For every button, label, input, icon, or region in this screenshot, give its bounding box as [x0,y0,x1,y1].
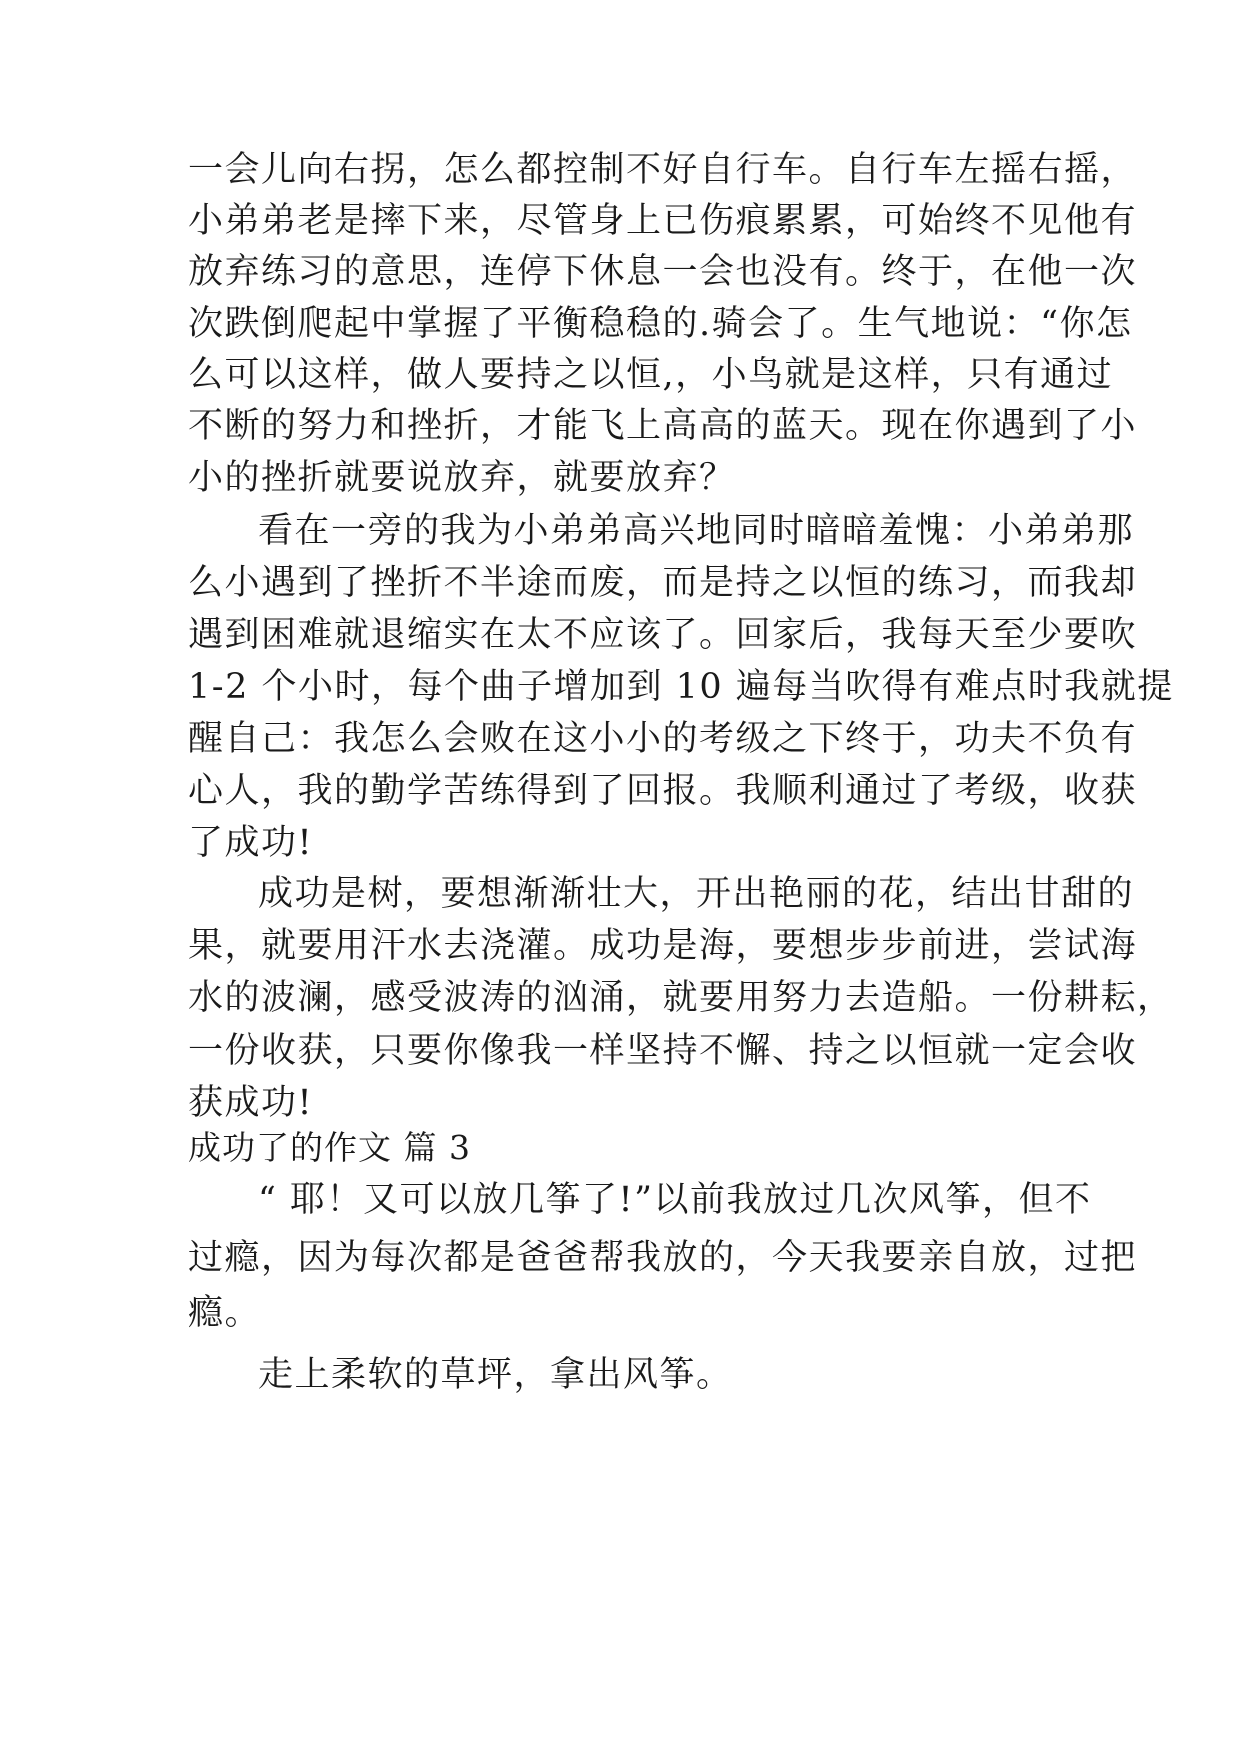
text-line: 了成功! [188,823,314,863]
text-line: 1-2 个小时，每个曲子增加到 10 遍每当吹得有难点时我就提 [188,667,1174,707]
text-line: “ 耶！又可以放几筝了!”以前我放过几次风筝，但不 [258,1180,1092,1220]
text-line: 遇到困难就退缩实在太不应该了。回家后，我每天至少要吹 [188,615,1138,655]
text-line: 不断的努力和挫折，才能飞上高高的蓝天。现在你遇到了小 [188,406,1138,446]
section-heading: 成功了的作文 篇 3 [188,1128,471,1167]
text-line: 一份收获，只要你像我一样坚持不懈、持之以恒就一定会收 [188,1031,1138,1071]
text-line: 果，就要用汗水去浇灌。成功是海，要想步步前进，尝试海 [188,926,1138,966]
text-line: 一会儿向右拐，怎么都控制不好自行车。自行车左摇右摇， [188,150,1138,190]
text-line: 放弃练习的意思，连停下休息一会也没有。终于，在他一次 [188,252,1138,292]
text-line: 小弟弟老是摔下来，尽管身上已伤痕累累，可始终不见他有 [188,201,1138,241]
text-line: 小的挫折就要说放弃，就要放弃？ [188,458,736,498]
text-line: 么可以这样，做人要持之以恒,，小鸟就是这样，只有通过 [188,355,1114,395]
text-line: 心人，我的勤学苦练得到了回报。我顺利通过了考级，收获 [188,771,1138,811]
text-line: 次跌倒爬起中掌握了平衡稳稳的.骑会了。生气地说：“你怎 [188,304,1133,344]
text-line: 瘾。 [188,1293,262,1333]
text-line: 么小遇到了挫折不半途而废，而是持之以恒的练习，而我却 [188,563,1138,603]
text-line: 水的波澜，感受波涛的汹涌，就要用努力去造船。一份耕耘， [188,978,1174,1018]
text-line: 过瘾，因为每次都是爸爸帮我放的，今天我要亲自放，过把 [188,1238,1138,1278]
text-line: 看在一旁的我为小弟弟高兴地同时暗暗羞愧：小弟弟那 [258,511,1135,551]
text-line: 走上柔软的草坪，拿出风筝。 [258,1355,733,1395]
text-line: 醒自己：我怎么会败在这小小的考级之下终于，功夫不负有 [188,719,1138,759]
text-line: 成功是树，要想渐渐壮大，开出艳丽的花，结出甘甜的 [258,874,1135,914]
text-line: 获成功! [188,1083,314,1123]
